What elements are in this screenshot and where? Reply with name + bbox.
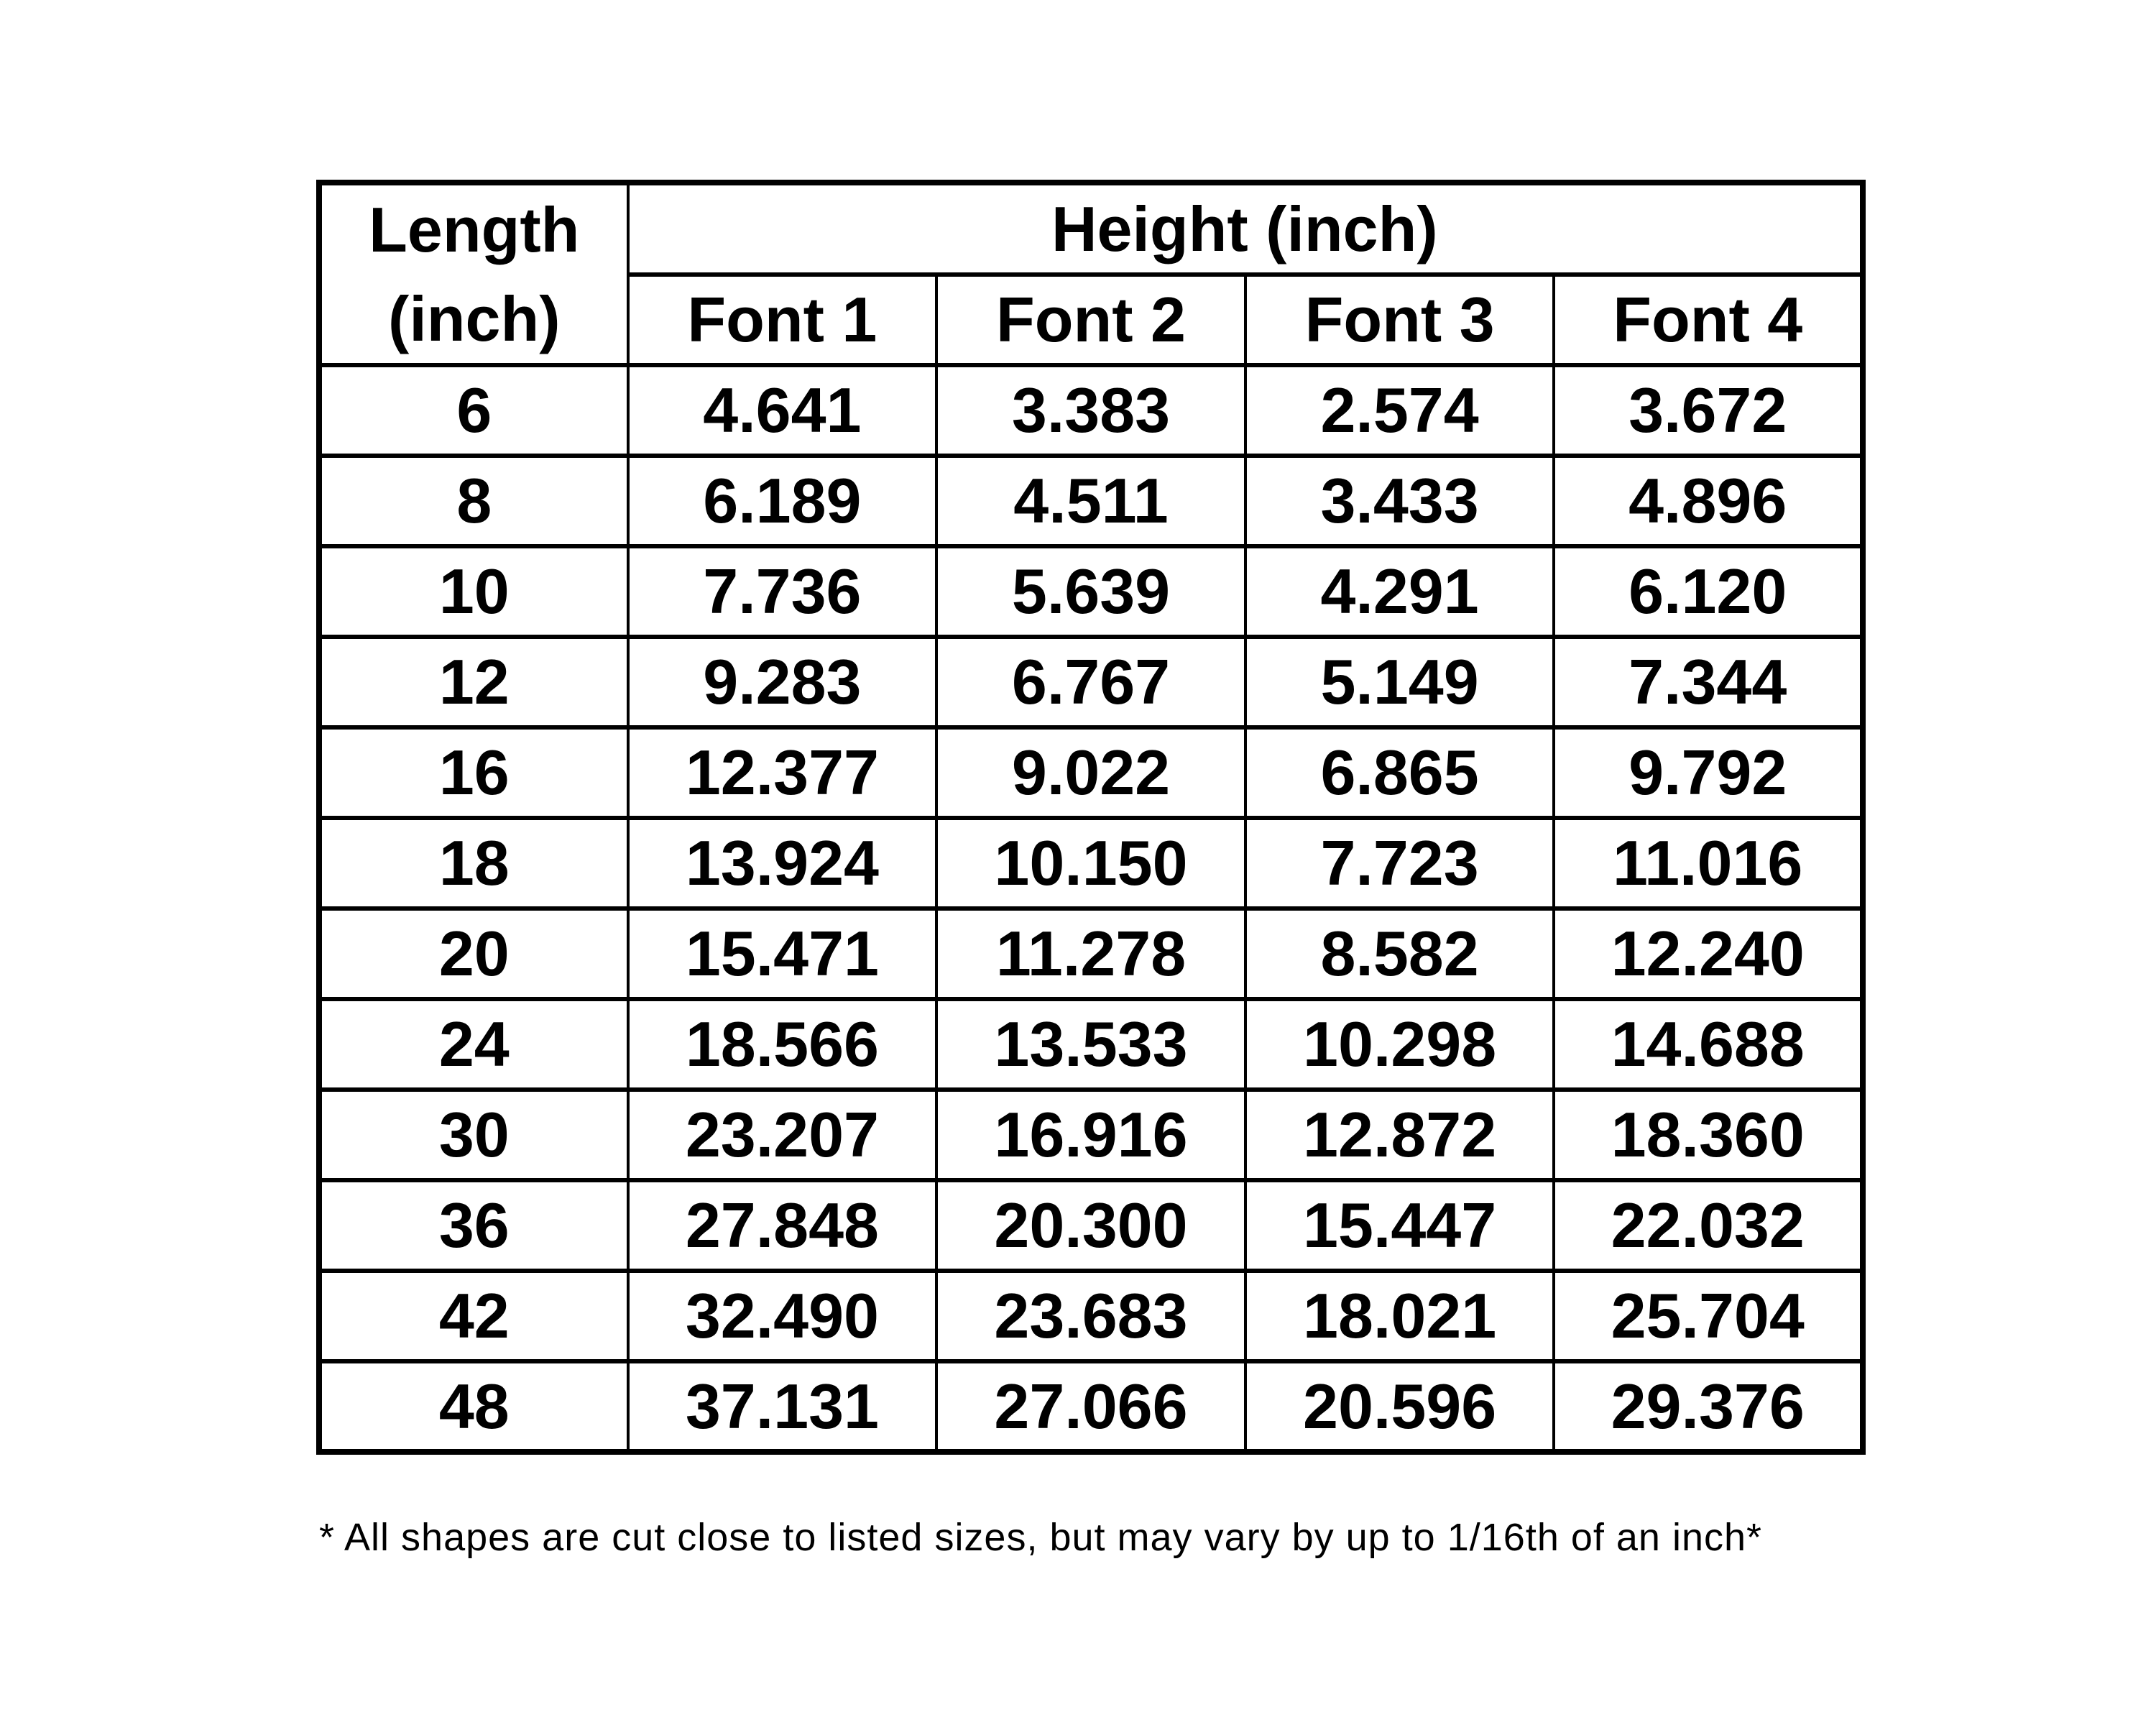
length-cell: 18 (319, 818, 628, 908)
height-value-cell: 10.298 (1245, 999, 1554, 1090)
table-row (319, 546, 1863, 637)
length-cell: 36 (319, 1180, 628, 1271)
height-value-cell: 6.189 (628, 456, 937, 546)
table-row (319, 637, 1863, 727)
font-4-header-cell: Font 4 (1554, 275, 1863, 365)
height-value-cell: 6.767 (936, 637, 1245, 727)
height-value-cell: 9.022 (936, 727, 1245, 818)
length-header-cell (319, 183, 628, 365)
height-value-cell: 4.511 (936, 456, 1245, 546)
height-value-cell: 27.848 (628, 1180, 937, 1271)
height-value-cell: 10.150 (936, 818, 1245, 908)
length-cell: 6 (319, 365, 628, 456)
length-cell: 10 (319, 546, 628, 637)
table-row (319, 365, 1863, 456)
height-value-cell: 37.131 (628, 1361, 937, 1452)
table-row (319, 999, 1863, 1090)
height-value-cell: 9.283 (628, 637, 937, 727)
font-2-header-cell: Font 2 (936, 275, 1245, 365)
height-value-cell: 6.865 (1245, 727, 1554, 818)
height-value-cell: 32.490 (628, 1271, 937, 1361)
length-cell: 12 (319, 637, 628, 727)
table-header (319, 183, 1863, 365)
length-cell: 42 (319, 1271, 628, 1361)
height-value-cell: 18.360 (1554, 1090, 1863, 1180)
table-row (319, 1180, 1863, 1271)
height-value-cell: 11.016 (1554, 818, 1863, 908)
header-row-group (319, 183, 1863, 275)
height-value-cell: 12.240 (1554, 908, 1863, 999)
height-value-cell: 23.207 (628, 1090, 937, 1180)
height-value-cell: 15.447 (1245, 1180, 1554, 1271)
height-value-cell: 3.433 (1245, 456, 1554, 546)
table-row (319, 1090, 1863, 1180)
height-value-cell: 16.916 (936, 1090, 1245, 1180)
height-value-cell: 2.574 (1245, 365, 1554, 456)
length-cell: 48 (319, 1361, 628, 1452)
height-value-cell: 7.723 (1245, 818, 1554, 908)
height-value-cell: 22.032 (1554, 1180, 1863, 1271)
table-row (319, 908, 1863, 999)
height-value-cell: 18.021 (1245, 1271, 1554, 1361)
height-value-cell: 9.792 (1554, 727, 1863, 818)
font-1-header-cell: Font 1 (628, 275, 937, 365)
height-value-cell: 5.149 (1245, 637, 1554, 727)
height-value-cell: 7.736 (628, 546, 937, 637)
height-value-cell: 3.672 (1554, 365, 1863, 456)
height-value-cell: 13.924 (628, 818, 937, 908)
length-cell: 8 (319, 456, 628, 546)
length-header-line2: (inch) (388, 282, 561, 354)
height-value-cell: 7.344 (1554, 637, 1863, 727)
height-value-cell: 13.533 (936, 999, 1245, 1090)
height-value-cell: 4.641 (628, 365, 937, 456)
table-row (319, 818, 1863, 908)
height-value-cell: 15.471 (628, 908, 937, 999)
table-row (319, 727, 1863, 818)
length-cell: 24 (319, 999, 628, 1090)
height-value-cell: 8.582 (1245, 908, 1554, 999)
height-value-cell: 27.066 (936, 1361, 1245, 1452)
length-cell: 20 (319, 908, 628, 999)
height-value-cell: 4.291 (1245, 546, 1554, 637)
length-cell: 16 (319, 727, 628, 818)
height-value-cell: 14.688 (1554, 999, 1863, 1090)
height-group-header-cell: Height (inch) (628, 183, 1863, 275)
height-value-cell: 18.566 (628, 999, 937, 1090)
height-value-cell: 3.383 (936, 365, 1245, 456)
length-cell: 30 (319, 1090, 628, 1180)
size-chart-table (316, 180, 1866, 1455)
height-value-cell: 23.683 (936, 1271, 1245, 1361)
height-value-cell: 4.896 (1554, 456, 1863, 546)
height-value-cell: 6.120 (1554, 546, 1863, 637)
height-value-cell: 11.278 (936, 908, 1245, 999)
height-value-cell: 29.376 (1554, 1361, 1863, 1452)
font-3-header-cell: Font 3 (1245, 275, 1554, 365)
footnote: * All shapes are cut close to listed sizes, but may vary by up to 1/16th of an inch* (319, 1516, 1763, 1559)
table-row (319, 1271, 1863, 1361)
height-value-cell: 25.704 (1554, 1271, 1863, 1361)
height-value-cell: 20.596 (1245, 1361, 1554, 1452)
table-row (319, 1361, 1863, 1452)
table-body (319, 365, 1863, 1452)
height-value-cell: 12.377 (628, 727, 937, 818)
height-value-cell: 12.872 (1245, 1090, 1554, 1180)
length-header-line1: Length (369, 194, 580, 266)
table-row (319, 456, 1863, 546)
height-value-cell: 5.639 (936, 546, 1245, 637)
height-value-cell: 20.300 (936, 1180, 1245, 1271)
